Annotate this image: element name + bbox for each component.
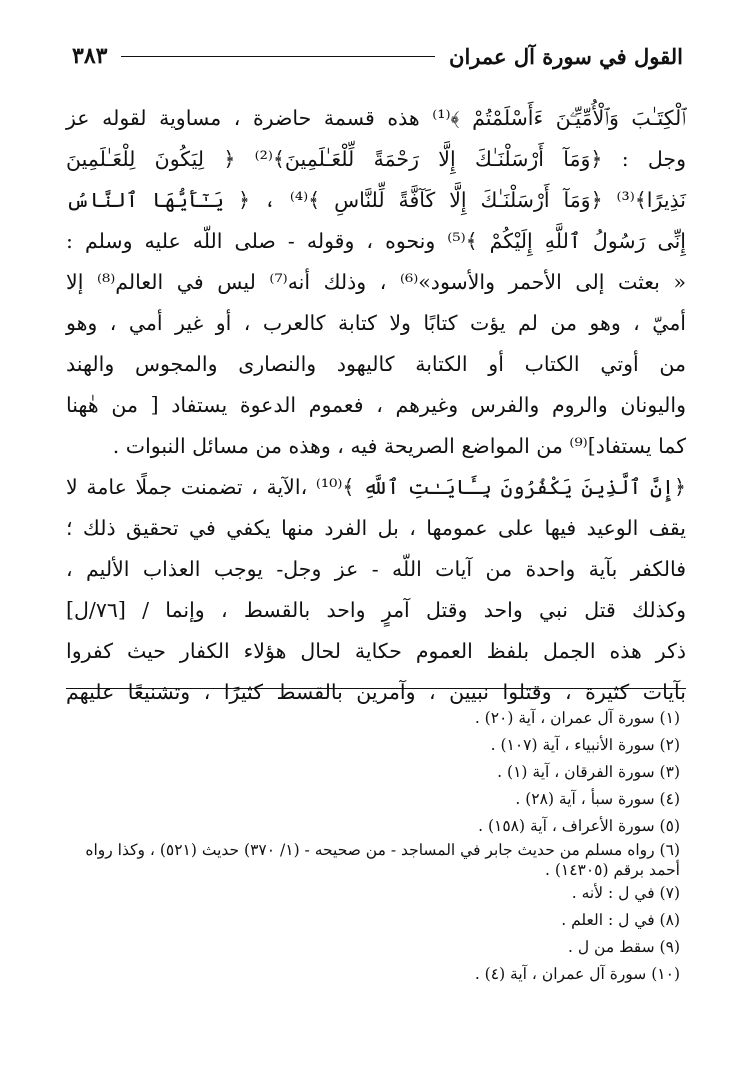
footnote: (٢) سورة الأنبياء ، آية (١٠٧) .	[490, 736, 680, 754]
text-line: كما يستفاد]⁽⁹⁾ من المواضع الصريحة فيه ، وهذه من مسائل النبوات .	[112, 434, 686, 458]
text-line: ذكر هذه الجمل بلفظ العموم حكاية لحال هؤلاء الكفار حيث كفروا	[66, 639, 686, 663]
running-title: القول في سورة آل عمران	[449, 43, 683, 69]
footnote: (٥) سورة الأعراف ، آية (١٥٨) .	[478, 817, 680, 835]
text-line: ﴿إِنَّ ٱلَّذِينَ يَكْفُرُونَ بِـَٔايَـٰتِ ٱللَّهِ ﴾⁽¹⁰⁾ ،الآية ، تضمنت جملًا عامة لا	[66, 475, 686, 499]
text-line: نَذِيرًا﴾⁽³⁾ ﴿وَمَآ أَرْسَلْنَـٰكَ إِلَّا كَآفَّةً لِّلنَّاسِ ﴾⁽⁴⁾ ، ﴿ يَـٰٓأَيُّهَا ٱلنَّاسُ	[66, 188, 686, 212]
footnote: (٣) سورة الفرقان ، آية (١) .	[497, 763, 680, 781]
text-line: واليونان والروم والفرس وغيرهم ، فعموم الدعوة يستفاد [ من هٰهنا	[66, 393, 686, 417]
page-header	[72, 36, 683, 76]
footnote: (١) سورة آل عمران ، آية (٢٠) .	[474, 709, 680, 727]
text-line: وجل : ﴿وَمَآ أَرْسَلْنَـٰكَ إِلَّا رَحْمَةً لِّلْعَـٰلَمِينَ﴾⁽²⁾ ﴿ لِيَكُونَ لِلْعَـٰلَمِينَ	[66, 147, 686, 171]
footnotes	[66, 705, 686, 988]
text-line: أميّ ، وهو من لم يؤت كتابًا ولا كتابة كالعرب ، أو غير أمي ، وهو	[66, 311, 686, 335]
text-line: وكذلك قتل نبي واحد وقتل آمرٍ واحد بالقسط ، وإنما / [٧٦/ل]	[66, 598, 686, 622]
text-line: فالكفر بآية واحدة من آيات اللّه - عز وجل- يوجب العذاب الأليم ،	[66, 557, 686, 581]
footnote: (٧) في ل : لأنه .	[571, 884, 680, 902]
footnote: (٩) سقط من ل .	[568, 938, 680, 956]
text-line: « بعثت إلى الأحمر والأسود»⁽⁶⁾ ، وذلك أنه⁽⁷⁾ ليس في العالم⁽⁸⁾ إلا	[66, 270, 686, 294]
header-rule	[121, 56, 435, 57]
text-line: يقف الوعيد فيها على عمومها ، بل الفرد منها يكفي في تحقيق ذلك ؛	[66, 516, 686, 540]
footnote: (٦) رواه مسلم من حديث جابر في المساجد - من صحيحه - (١/ ٣٧٠) حديث (٥٢١) ، وكذا رواه أحمد برقم (١٤٣٠٥) .	[85, 841, 680, 879]
text-line: إِنِّى رَسُولُ ٱللَّهِ إِلَيْكُمْ ﴾⁽⁵⁾ ونحوه ، وقوله - صلى اللّه عليه وسلم :	[66, 229, 686, 253]
footnote: (٨) في ل : العلم .	[561, 911, 680, 929]
text-line: بآيات كثيرة ، وقتلوا نبيين ، وآمرين بالقسط كثيرًا ، وتشنيعًا عليهم	[66, 680, 686, 704]
text-line: من أوتي الكتاب أو الكتابة كاليهود والنصارى والمجوس والهند	[66, 352, 686, 376]
text-line: ٱلْكِتَـٰبَ وَٱلْأُمِّيِّـۧنَ ءَأَسْلَمْتُمْ ﴾⁽¹⁾ هذه قسمة حاضرة ، مساوية لقوله عز	[66, 106, 686, 130]
footnote: (٤) سورة سبأ ، آية (٢٨) .	[515, 790, 680, 808]
footnote-separator	[66, 688, 686, 689]
footnote: (١٠) سورة آل عمران ، آية (٤) .	[474, 965, 680, 983]
main-text	[66, 98, 686, 713]
page-number: ٣٨٣	[72, 43, 108, 69]
